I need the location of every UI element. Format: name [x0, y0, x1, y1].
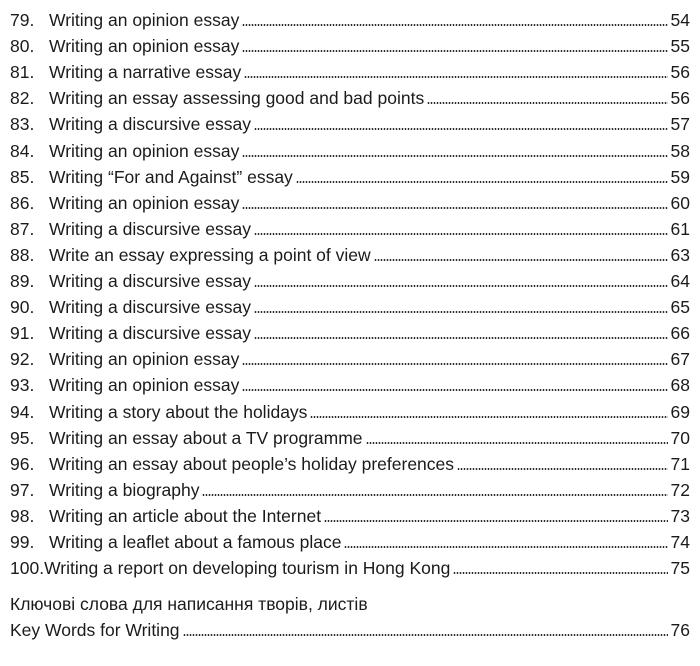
toc-entry-title: Writing a story about the holidays [49, 401, 308, 422]
toc-entry-title: Writing a discursive essay [49, 323, 251, 344]
toc-entry-number: 84. [10, 140, 35, 161]
keywords-heading-text: Ключові слова для написання творів, листів [10, 594, 368, 615]
toc-entry-title: Writing a discursive essay [49, 271, 251, 292]
toc-entry-page: 67 [670, 349, 690, 370]
dot-leader [183, 634, 668, 636]
dot-leader [427, 102, 667, 104]
toc-entry-number: 97. [10, 479, 35, 500]
toc-entry[interactable] [10, 239, 690, 265]
toc-entry[interactable] [10, 395, 690, 421]
toc-entry-title: Writing an essay about people’s holiday preferences [49, 453, 455, 474]
dot-leader [254, 128, 668, 130]
dot-leader [242, 389, 667, 391]
toc-entry-page: 63 [670, 244, 690, 265]
dot-leader [242, 50, 667, 52]
dot-leader [242, 207, 667, 209]
toc-entry[interactable] [10, 369, 690, 395]
toc-entry-title: Writing an opinion essay [49, 10, 240, 31]
toc-entry-title: Writing an essay about a TV programme [49, 427, 363, 448]
toc-entry-title: Writing a report on developing tourism in Hong Kong [44, 558, 451, 579]
toc-entry[interactable] [10, 187, 690, 213]
keywords-section [10, 588, 690, 640]
toc-entry-number: 100. [10, 558, 45, 579]
keywords-heading-ua [10, 588, 690, 614]
toc-entry-page: 75 [670, 558, 690, 579]
toc-entry[interactable] [10, 448, 690, 474]
toc-entry-number: 98. [10, 505, 35, 526]
toc-entry-page: 55 [670, 36, 690, 57]
toc-entry-page: 60 [670, 192, 690, 213]
toc-entry-number: 79. [10, 10, 35, 31]
toc-entry[interactable] [10, 134, 690, 160]
toc-entry-title: Writing a biography [49, 479, 200, 500]
table-of-contents [10, 4, 690, 640]
dot-leader [296, 181, 668, 183]
dot-leader [242, 24, 667, 26]
dot-leader [254, 233, 668, 235]
toc-entry-number: 82. [10, 88, 35, 109]
toc-entry[interactable] [10, 343, 690, 369]
toc-entry-title: Writing an opinion essay [49, 349, 240, 370]
toc-entry-page: 72 [670, 479, 690, 500]
toc-entry[interactable] [10, 317, 690, 343]
toc-entry-title: Key Words for Writing [10, 620, 180, 641]
toc-entry-number: 80. [10, 36, 35, 57]
toc-entry[interactable] [10, 526, 690, 552]
toc-entry-title: Writing a discursive essay [49, 218, 251, 239]
toc-entry-title: Writing a discursive essay [49, 297, 251, 318]
toc-entry-keywords[interactable] [10, 614, 690, 640]
toc-entry-title: Writing an article about the Internet [49, 505, 322, 526]
toc-entry-page: 65 [670, 297, 690, 318]
dot-leader [374, 259, 668, 261]
toc-entry[interactable] [10, 265, 690, 291]
toc-entry[interactable] [10, 213, 690, 239]
toc-entry-title: Writing an essay assessing good and bad points [49, 88, 425, 109]
toc-entry-page: 57 [670, 114, 690, 135]
toc-entry-page: 76 [670, 620, 690, 641]
dot-leader [324, 520, 667, 522]
toc-entry-number: 96. [10, 453, 35, 474]
dot-leader [344, 546, 667, 548]
toc-entry[interactable] [10, 500, 690, 526]
toc-entry-page: 54 [670, 10, 690, 31]
toc-entry-number: 85. [10, 166, 35, 187]
dot-leader [366, 442, 668, 444]
toc-entry-number: 91. [10, 323, 35, 344]
toc-entry-page: 58 [670, 140, 690, 161]
dot-leader [310, 416, 667, 418]
toc-entry-number: 92. [10, 349, 35, 370]
toc-entry-number: 94. [10, 401, 35, 422]
toc-entry[interactable] [10, 291, 690, 317]
dot-leader [453, 572, 667, 574]
toc-entry-title: Writing a leaflet about a famous place [49, 531, 342, 552]
toc-entry-page: 74 [670, 531, 690, 552]
toc-entry-number: 99. [10, 531, 35, 552]
toc-entry[interactable] [10, 422, 690, 448]
dot-leader [242, 363, 667, 365]
toc-entry-title: Writing a narrative essay [49, 62, 242, 83]
toc-entry[interactable] [10, 474, 690, 500]
toc-entry-page: 69 [670, 401, 690, 422]
toc-entry[interactable] [10, 30, 690, 56]
toc-entry-page: 56 [670, 88, 690, 109]
toc-entry-page: 59 [670, 166, 690, 187]
toc-entry-number: 87. [10, 218, 35, 239]
toc-entry-page: 56 [670, 62, 690, 83]
dot-leader [242, 155, 667, 157]
toc-entry-number: 90. [10, 297, 35, 318]
dot-leader [202, 494, 667, 496]
toc-entry-title: Writing an opinion essay [49, 192, 240, 213]
toc-entry-page: 61 [670, 218, 690, 239]
toc-entry-number: 86. [10, 192, 35, 213]
toc-entry-page: 68 [670, 375, 690, 396]
dot-leader [457, 468, 668, 470]
dot-leader [254, 311, 668, 313]
toc-entry-number: 89. [10, 271, 35, 292]
toc-entry-page: 64 [670, 271, 690, 292]
toc-entry-page: 71 [670, 453, 690, 474]
toc-entry[interactable] [10, 552, 690, 578]
toc-entry-title: Writing a discursive essay [49, 114, 251, 135]
toc-entry[interactable] [10, 161, 690, 187]
toc-entry-number: 83. [10, 114, 35, 135]
toc-entry-page: 70 [670, 427, 690, 448]
toc-entry-title: Writing an opinion essay [49, 140, 240, 161]
toc-entry-page: 66 [670, 323, 690, 344]
dot-leader [254, 285, 668, 287]
toc-entry[interactable] [10, 4, 690, 30]
toc-entry[interactable] [10, 108, 690, 134]
dot-leader [244, 76, 667, 78]
toc-entry-number: 81. [10, 62, 35, 83]
toc-entry[interactable] [10, 82, 690, 108]
toc-entry-number: 93. [10, 375, 35, 396]
toc-entry[interactable] [10, 56, 690, 82]
toc-entry-title: Writing “For and Against” essay [49, 166, 293, 187]
toc-entry-title: Writing an opinion essay [49, 36, 240, 57]
toc-entry-title: Writing an opinion essay [49, 375, 240, 396]
dot-leader [254, 337, 668, 339]
toc-entry-number: 95. [10, 427, 35, 448]
toc-entry-number: 88. [10, 244, 35, 265]
toc-entry-page: 73 [670, 505, 690, 526]
toc-list [10, 4, 690, 578]
toc-entry-title: Write an essay expressing a point of view [49, 244, 371, 265]
